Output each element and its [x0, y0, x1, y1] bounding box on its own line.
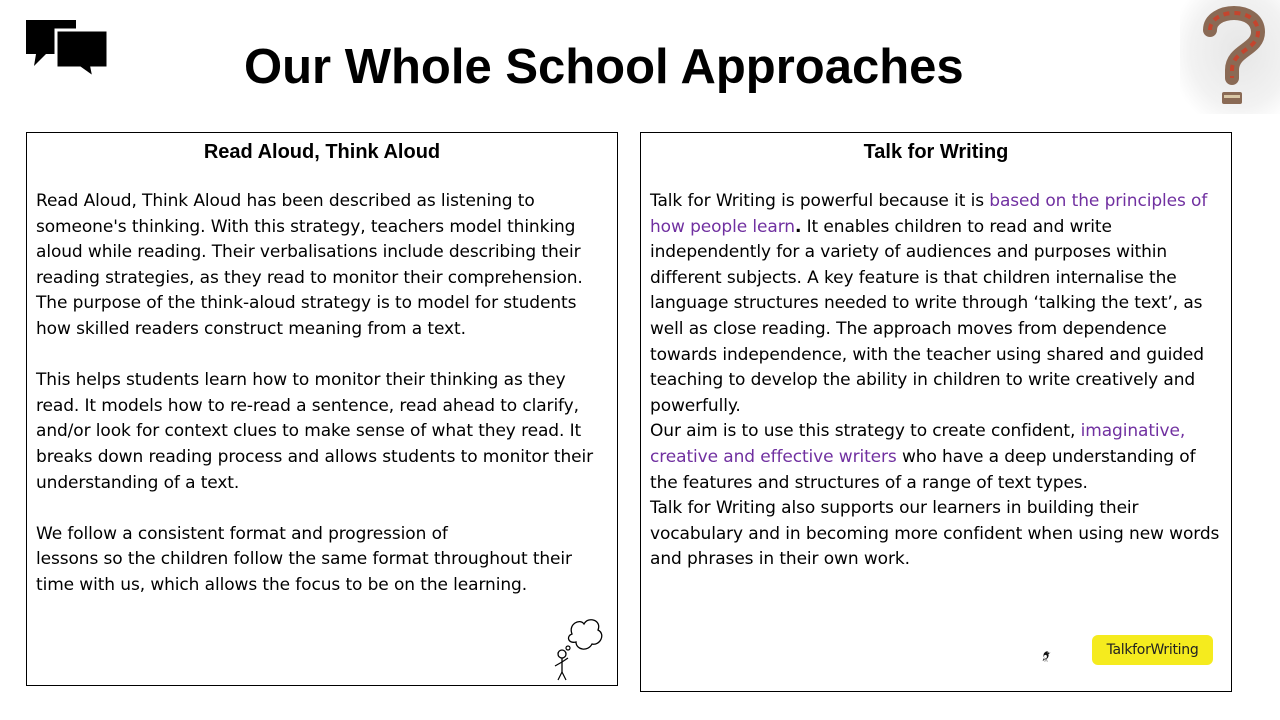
speech-bubbles-icon [24, 18, 112, 82]
page-title: Our Whole School Approaches [244, 40, 964, 94]
talk-for-writing-logo: TalkforWriting [1092, 635, 1213, 665]
magpie-icon [1042, 634, 1092, 678]
read-aloud-paragraph-1: Read Aloud, Think Aloud has been described as listening to someone's thinking. With this strategy, teachers model thinking aloud while reading. Their verbalisations include describing their reading strategies, as they read to monitor their comprehension. The purpose of the think-aloud strategy is to model for students how skilled readers construct meaning from a text. [36, 191, 583, 339]
talk-for-writing-paragraph-3: Talk for Writing also supports our learners in building their vocabulary and in becoming more confident when using new words and phrases in their own work. [650, 498, 1220, 570]
talk-for-writing-body [650, 189, 1225, 573]
talk-for-writing-paragraph-2 [650, 419, 1225, 496]
talk-for-writing-panel [640, 132, 1232, 692]
p1-highlight: based on the principles of how people learn [650, 191, 1208, 237]
talk-for-writing-heading: Talk for Writing [863, 141, 1009, 163]
question-mark-books-image [1180, 0, 1280, 114]
read-aloud-paragraph-2: This helps students learn how to monitor their thinking as they read. It models how to re-read a sentence, read ahead to clarify, and/or look for context clues to make sense of what they read. It breaks down reading process and allows students to monitor their understanding of a text. [36, 370, 594, 493]
p1-text-end: It enables children to read and write independently for a variety of audiences and purposes within different subjects. A key feature is that children internalise the language structures needed to write through ‘talking the text’, as well as close reading. The approach moves from dependence towards independence, with the teacher using shared and guided teaching to develop the ability in children to write creatively and powerfully. [650, 216, 1204, 416]
read-aloud-paragraph-3: We follow a consistent format and progression of [36, 523, 448, 544]
p2-highlight: imaginative, creative and effective writers [650, 421, 1186, 467]
talk-for-writing-paragraph-1 [650, 189, 1225, 419]
p2-text-start: Our aim is to use this strategy to create confident, [650, 421, 1081, 442]
p1-text-start: Talk for Writing is powerful because it is [650, 191, 990, 211]
p1-bold-period: . [794, 216, 802, 237]
p2-text-end: who have a deep understanding of the features and structures of a range of text types. [650, 446, 1196, 493]
read-aloud-body [36, 189, 611, 599]
thinking-figure-icon [550, 616, 606, 682]
read-aloud-paragraph-4: lessons so the children follow the same format throughout their time with us, which allows the focus to be on the learning. [36, 549, 572, 595]
read-aloud-panel [26, 132, 618, 686]
read-aloud-heading: Read Aloud, Think Aloud [203, 141, 441, 163]
